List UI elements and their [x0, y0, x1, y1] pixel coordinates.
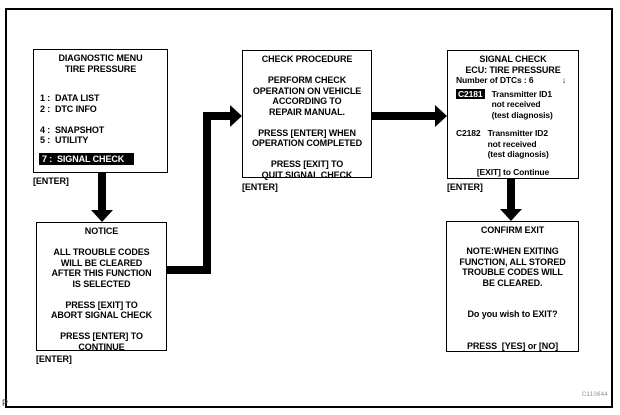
arrow-shaft	[203, 112, 211, 274]
arrow-head-right-icon	[435, 105, 447, 127]
text-line: TROUBLE CODES WILL	[462, 267, 563, 277]
text-line: AFTER THIS FUNCTION	[51, 268, 152, 278]
screen-title	[448, 54, 578, 75]
screen-notice	[36, 222, 167, 351]
text-line: 2 : DTC INFO	[40, 103, 97, 114]
dtc-count-row	[448, 75, 578, 86]
arrow-head-down-icon	[91, 210, 113, 222]
text-line	[37, 237, 166, 248]
enter-key-label: [ENTER]	[33, 176, 69, 186]
scroll-down-icon: ↓	[561, 75, 566, 85]
text-line	[447, 288, 578, 299]
text-line: (test diagnosis)	[491, 109, 553, 120]
arrow-shaft	[372, 112, 436, 120]
figure-code: C110644	[581, 392, 608, 398]
text-line: not received	[487, 138, 537, 149]
menu-item-selected: 7 : SIGNAL CHECK	[39, 153, 134, 166]
text-line: PRESS [ENTER] TO	[60, 331, 143, 341]
screen-title	[34, 53, 167, 74]
text-line: (test diagnosis)	[487, 149, 549, 159]
arrow-shaft	[507, 179, 515, 210]
enter-key-label: [ENTER]	[36, 354, 72, 364]
dtc-code-highlighted: C2181	[458, 88, 483, 99]
dtc-count-label: Number of DTCs : 6	[456, 75, 534, 85]
text-line	[37, 321, 166, 332]
screen-check-procedure	[242, 50, 372, 178]
dtc-code: C2182	[456, 128, 481, 138]
page-artifact: P	[2, 398, 9, 408]
text-line: TIRE PRESSURE	[64, 63, 137, 74]
text-line: ECU: TIRE PRESSURE	[465, 64, 561, 75]
text-line: PRESS [EXIT] TO	[65, 299, 138, 310]
text-line	[447, 299, 578, 310]
text-line: ALL TROUBLE CODES	[53, 247, 150, 257]
screen-signal-check	[447, 50, 579, 179]
text-line: not received	[491, 99, 541, 109]
dtc-entry	[448, 128, 578, 160]
text-line: SIGNAL CHECK	[479, 54, 547, 64]
text-line	[243, 117, 371, 128]
text-line: ACCORDING TO	[272, 96, 342, 106]
text-line: PRESS [ENTER] WHEN	[258, 127, 356, 138]
text-line: BE CLEARED.	[482, 277, 543, 288]
text-line: 4 : SNAPSHOT	[40, 124, 105, 135]
menu-item-selected-row	[34, 153, 167, 166]
text-line: 5 : UTILITY	[40, 135, 89, 145]
text-line: QUIT SIGNAL CHECK	[261, 169, 353, 180]
text-line	[447, 320, 578, 331]
dtc-description	[488, 128, 549, 160]
text-line: WILL BE CLEARED	[60, 257, 143, 268]
screen-diagnostic-menu	[33, 49, 168, 173]
text-line: IS SELECTED	[72, 278, 131, 289]
text-line: NOTE:WHEN EXITING	[466, 246, 559, 256]
text-line: FUNCTION, ALL STORED	[459, 256, 566, 267]
text-line	[40, 114, 167, 125]
text-line	[447, 236, 578, 247]
text-line	[243, 149, 371, 160]
text-line	[37, 289, 166, 300]
screen-text	[243, 54, 371, 180]
text-line: ABORT SIGNAL CHECK	[50, 310, 153, 320]
enter-key-label: [ENTER]	[242, 182, 278, 192]
text-line: DIAGNOSTIC MENU	[58, 53, 143, 63]
menu-item-list	[34, 93, 167, 146]
arrow-shaft	[211, 112, 231, 120]
text-line: REPAIR MANUAL.	[269, 106, 345, 117]
text-line: OPERATION ON VEHICLE	[252, 85, 362, 96]
arrow-shaft	[98, 173, 106, 211]
text-line: Transmitter ID1	[491, 88, 552, 99]
arrow-head-down-icon	[500, 209, 522, 221]
text-line: CHECK PROCEDURE	[261, 54, 353, 64]
text-line: 1 : DATA LIST	[40, 93, 100, 103]
text-line: PERFORM CHECK	[267, 75, 347, 85]
text-line	[447, 330, 578, 341]
text-line: CONTINUE	[78, 341, 125, 352]
text-line: Do you wish to EXIT?	[467, 309, 558, 319]
enter-key-label: [ENTER]	[447, 182, 483, 192]
text-line: Transmitter ID2	[487, 128, 548, 138]
arrow-head-right-icon	[230, 105, 242, 127]
text-line: NOTICE	[84, 226, 119, 236]
text-line: PRESS [EXIT] TO	[270, 159, 344, 169]
text-line: PRESS [YES] or [NO]	[466, 340, 558, 351]
exit-hint: [EXIT] to Continue	[476, 166, 550, 177]
screen-confirm-exit	[446, 221, 579, 352]
screen-text	[447, 225, 578, 351]
screen-text	[37, 226, 166, 352]
text-line: CONFIRM EXIT	[480, 225, 545, 235]
dtc-entry	[448, 89, 578, 121]
text-line	[243, 65, 371, 76]
dtc-description	[492, 89, 553, 121]
text-line: OPERATION COMPLETED	[252, 138, 362, 148]
